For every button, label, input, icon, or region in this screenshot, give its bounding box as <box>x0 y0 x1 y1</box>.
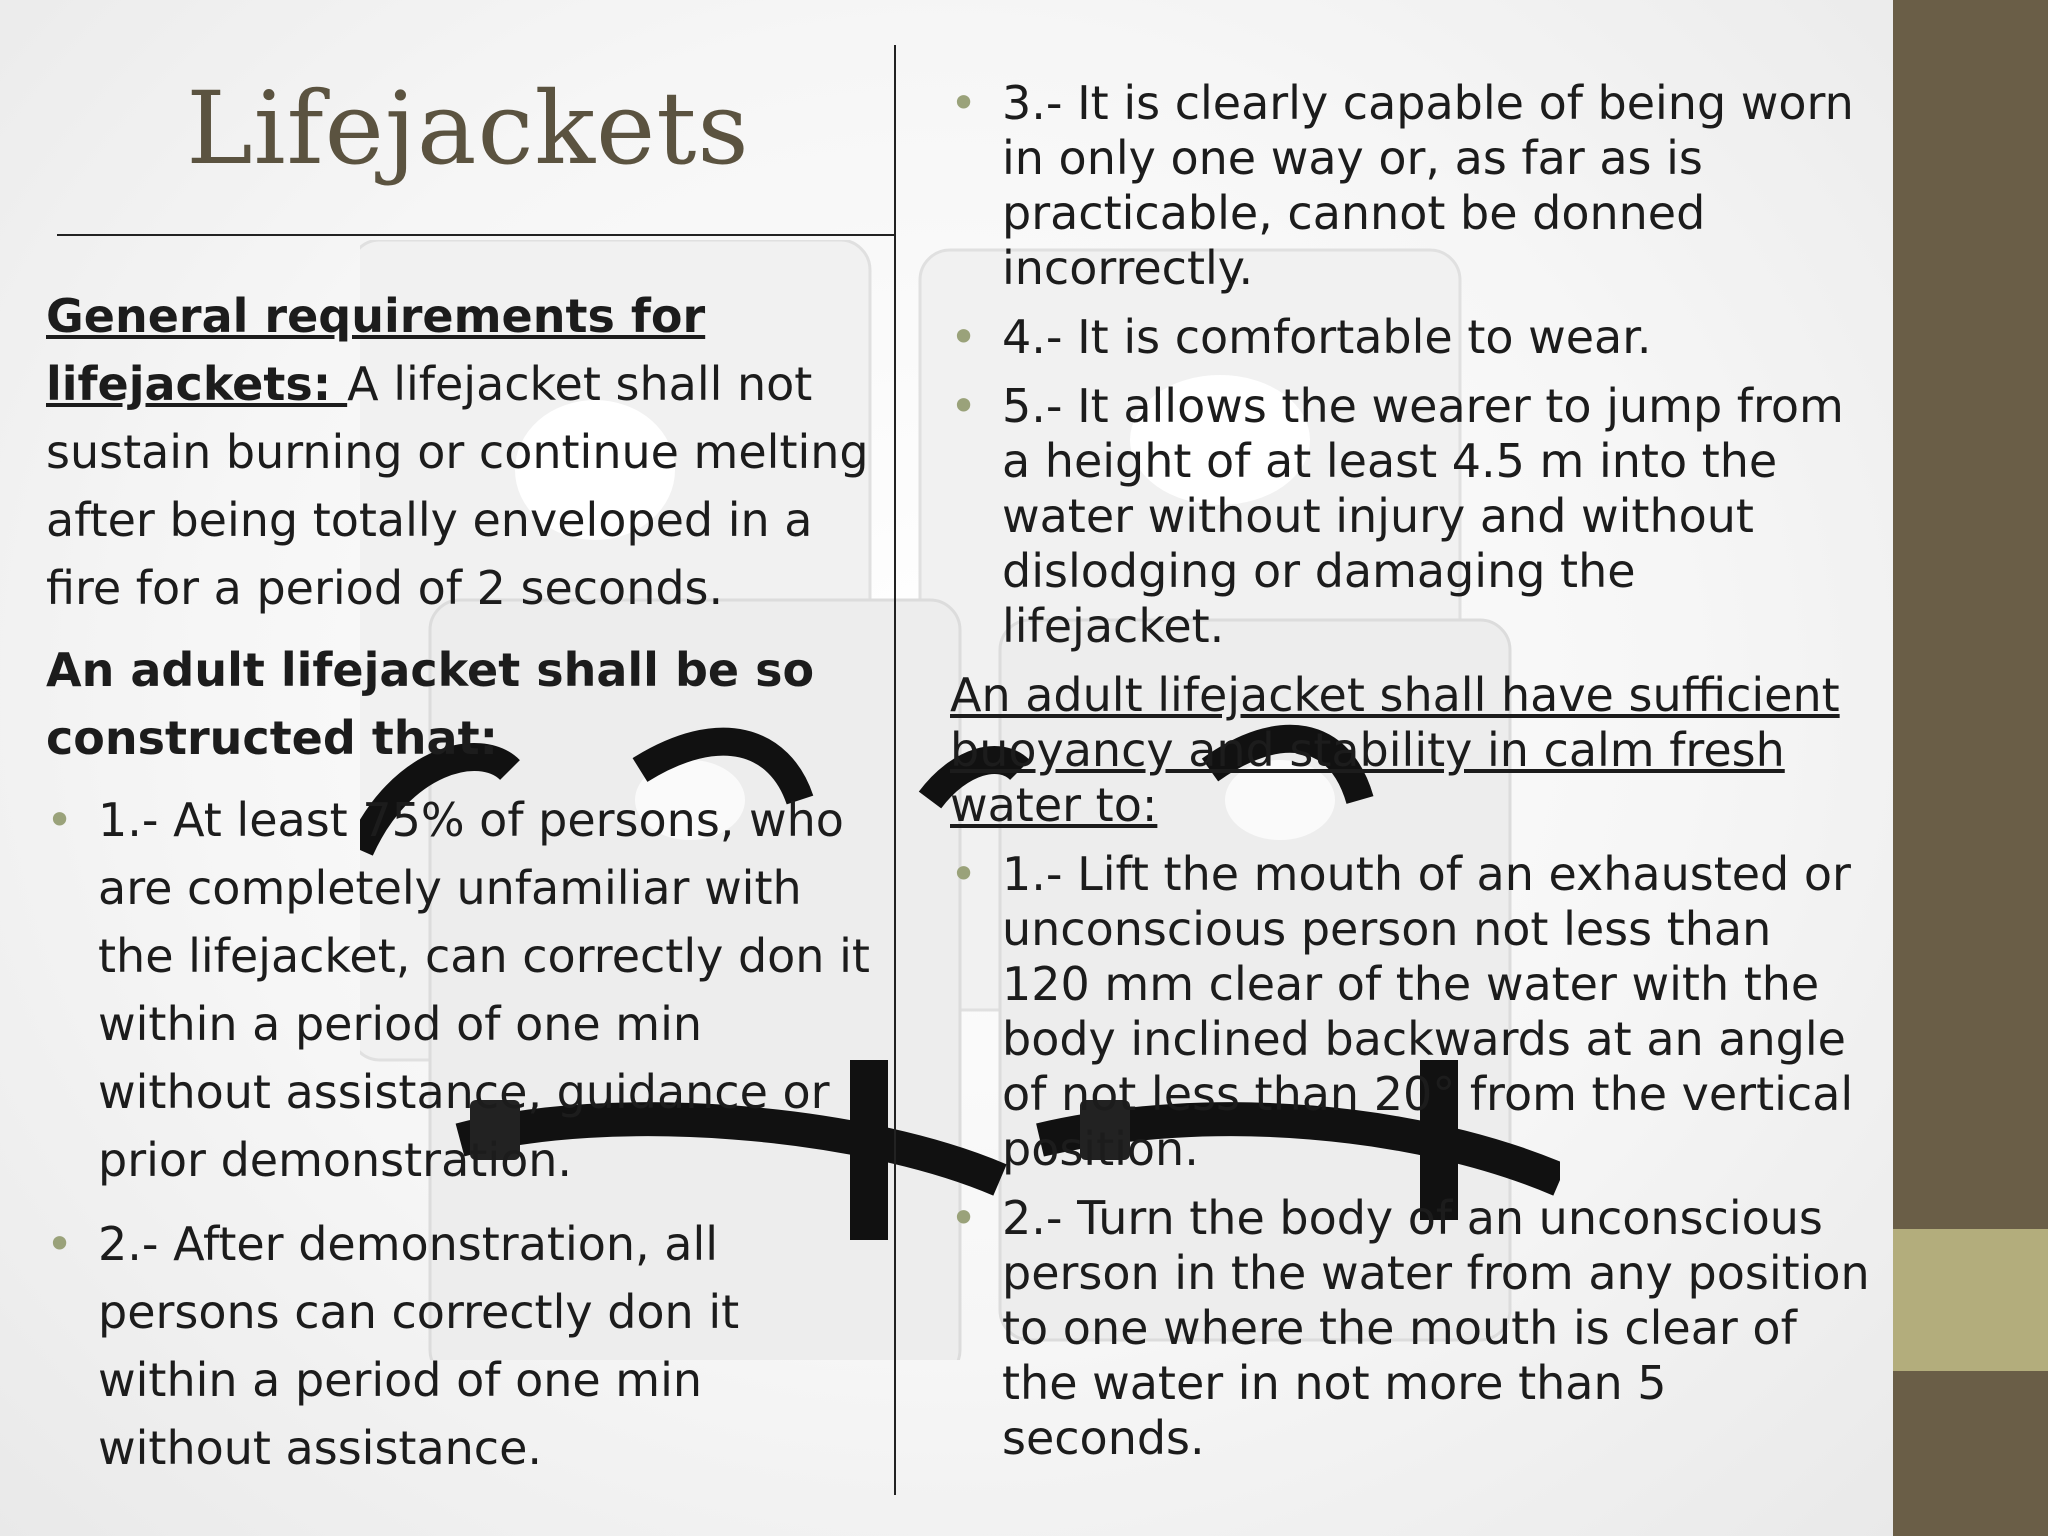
construction-heading: An adult lifejacket shall be so constructed that: <box>46 643 815 765</box>
left-column <box>46 282 886 1498</box>
title-divider <box>57 234 895 236</box>
general-requirements-label: General requirements for lifejackets: <box>46 289 706 411</box>
general-requirements-text: A lifejacket shall not sustain burning or continue melting after being totally enveloped in a fire for a period of 2 seconds. <box>46 357 869 615</box>
list-item: • 2.- After demonstration, all persons can correctly don it within a period of one min without assistance. <box>46 1210 886 1482</box>
right-column <box>950 76 1870 1480</box>
construction-list-continued <box>950 76 1870 654</box>
list-item: • 5.- It allows the wearer to jump from a height of at least 4.5 m into the water without injury and without dislodging or damaging the lifejacket. <box>950 379 1870 654</box>
sidebar-accent-band <box>1893 1229 2048 1371</box>
buoyancy-list <box>950 847 1870 1466</box>
column-divider <box>894 45 896 1495</box>
theme-sidebar <box>1893 0 2048 1536</box>
general-requirements-paragraph <box>46 282 886 622</box>
list-item: • 4.- It is comfortable to wear. <box>950 310 1870 365</box>
buoyancy-heading: An adult lifejacket shall have sufficient buoyancy and stability in calm fresh water to: <box>950 668 1840 832</box>
list-item: • 1.- At least 75% of persons, who are completely unfamiliar with the lifejacket, can correctly don it within a period of one min without assistance, guidance or prior demonstration. <box>46 786 886 1194</box>
list-item: • 1.- Lift the mouth of an exhausted or unconscious person not less than 120 mm clear of the water with the body inclined backwards at an angle of not less than 20° from the vertical position. <box>950 847 1870 1177</box>
list-item: • 3.- It is clearly capable of being worn in only one way or, as far as is practicable, cannot be donned incorrectly. <box>950 76 1870 296</box>
slide-title: Lifejackets <box>186 70 750 187</box>
list-item: • 2.- Turn the body of an unconscious person in the water from any position to one where the mouth is clear of the water in not more than 5 seconds. <box>950 1191 1870 1466</box>
construction-list <box>46 786 886 1482</box>
